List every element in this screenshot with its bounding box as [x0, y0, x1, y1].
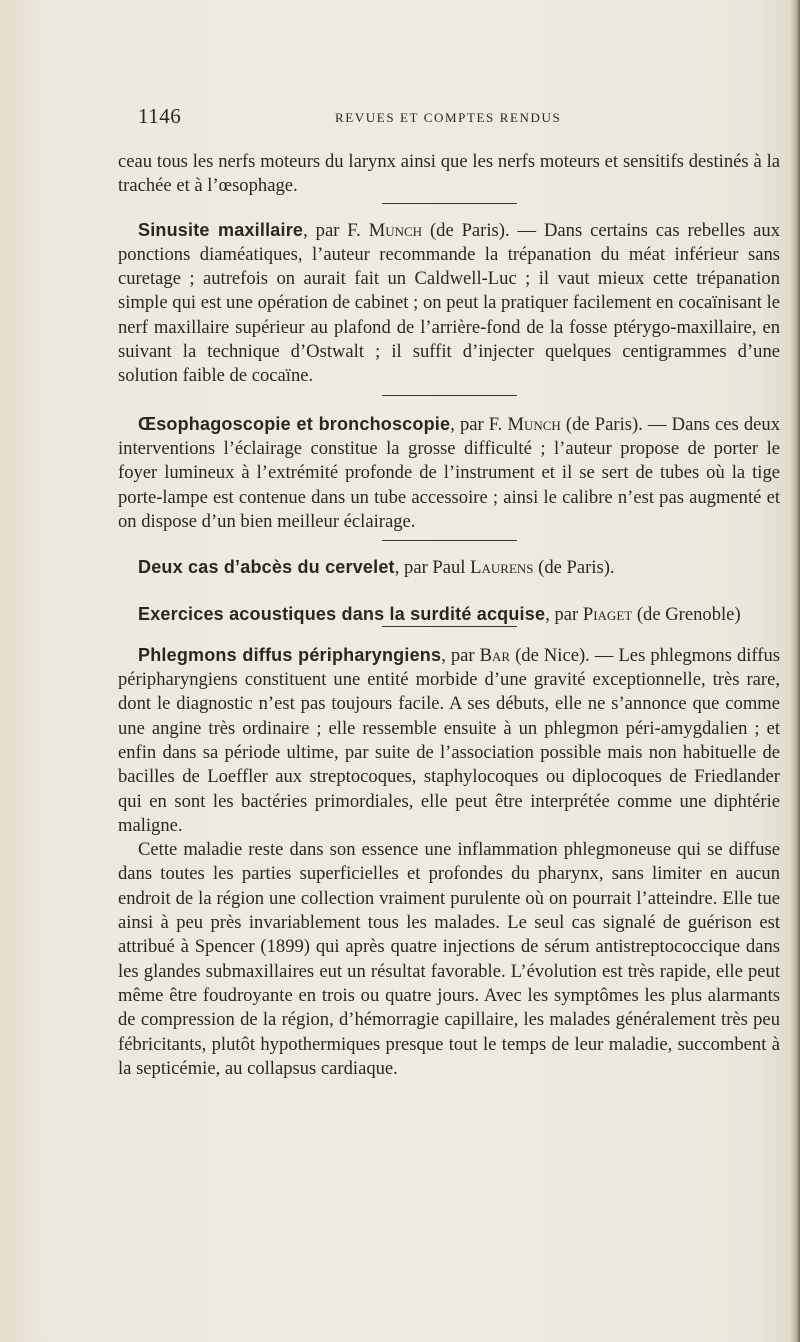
text-column: [118, 150, 780, 1081]
article-by: , par F.: [450, 413, 508, 435]
article-body: Les phlegmons diffus péripharyngiens constituent une entité morbide d’une gravité exceptionnelle, très rare, dont le diagnostic n’est pas toujours facile. A ses débuts, elle ne s’annonce que comme une angine très ordinaire ; elle ressemble ensuite à un phlegmon péri-amygdalien ; et enfin dans sa période ultime, par suite de l’association possible mais non habituelle de bacilles de Loeffler aux streptocoques, staphylocoques ou diplocoques de Friedlander qui en sont les bactéries primordiales, elle peut être interprétée comme une diphtérie maligne.: [118, 644, 780, 836]
article-place: (de Paris). —: [560, 413, 672, 435]
article-by: , par: [441, 644, 480, 666]
article-author: Piaget: [582, 604, 633, 626]
article-exercices-acoustiques: [118, 602, 780, 627]
article-body: Dans certains cas rebelles aux ponctions diaméatiques, l’auteur recommande la trépanation du méat inférieur sans curetage ; autrefois on aurait fait un Caldwell-Luc ; il vaut mieux cette trépanation simple qui est une opération de cabinet ; on peut la pratiquer facilement en cocaïnisant le nerf maxillaire supérieur au plafond de l’arrière-fond de la fosse ptérygo-maxillaire, en suivant la technique d’Ostwalt ; il suffit d’injecter quelques centigrammes d’une solution faible de cocaïne.: [118, 219, 780, 387]
article-author: Munch: [507, 413, 561, 435]
article-title: Phlegmons diffus péripharyngiens: [138, 644, 442, 665]
running-head: REVUES ET COMPTES RENDUS: [335, 110, 562, 125]
article-by: , par: [545, 604, 583, 626]
article-abces-cervelet: [118, 555, 780, 580]
article-body: Dans ces deux interventions l’éclairage constitue la grosse difficulté ; l’auteur propose de porter le foyer lumineux à l’extrémité profonde de l’instrument et il se sert de tubes où la tige porte-lampe est contenue dans un tube accessoire ; ainsi le calibre n’est pas augmenté et on dispose d’un bien meilleur éclairage.: [118, 413, 780, 532]
article-by: , par F.: [303, 219, 369, 241]
article-by: , par Paul: [394, 557, 471, 579]
article-title: Sinusite maxillaire: [138, 219, 304, 240]
article-author: Laurens: [470, 557, 534, 579]
article-author: Munch: [368, 219, 423, 241]
continued-paragraph: ceau tous les nerfs moteurs du larynx ainsi que les nerfs moteurs et sensitifs destinés à la trachée et à l’œsophage.: [118, 151, 780, 197]
article-place: (de Paris).: [533, 557, 615, 579]
section-rule: [382, 540, 517, 541]
page-header: [138, 104, 758, 134]
spacer: [118, 580, 780, 602]
article-place: (de Paris). —: [422, 219, 544, 241]
article-place: (de Nice). —: [510, 644, 619, 666]
article-author: Bar: [479, 644, 511, 666]
article-title: Exercices acoustiques dans la surdité acquise: [138, 604, 546, 625]
body-paragraph: Cette maladie reste dans son essence une inflammation phlegmoneuse qui se diffuse dans toutes les parties superficielles et profondes du pharynx, sans limiter en aucun endroit de la région une collection vraiment purulente où on pourrait l’atteindre. Elle tue ainsi à peu près invariablement tous les malades. Le seul cas signalé de guérison est attribué à Spencer (1899) qui après quatre injections de sérum antistreptococcique dans les glandes submaxillaires eut un résultat favorable. L’évolution est très rapide, elle peut même être foudroyante en trois ou quatre jours. Avec les symptômes les plus alarmants de compression de la région, d’hémorragie capillaire, les malades généralement très peu fébricitants, plutôt hypothermiques presque tout le temps de leur maladie, succombent à la septicémie, au collapsus cardiaque.: [118, 839, 780, 1079]
article-place: (de Grenoble): [632, 604, 741, 626]
article-oesophagoscopie: [118, 412, 780, 534]
page-edge-shadow: [791, 0, 800, 1342]
section-rule: [382, 395, 517, 396]
article-title: Deux cas d’abcès du cervelet: [138, 557, 395, 578]
page-number: 1146: [138, 104, 182, 128]
article-phlegmons: [118, 643, 780, 838]
article-sinusite: [118, 218, 780, 389]
section-rule: [382, 203, 517, 204]
article-title: Œsophagoscopie et bronchoscopie: [138, 413, 451, 434]
